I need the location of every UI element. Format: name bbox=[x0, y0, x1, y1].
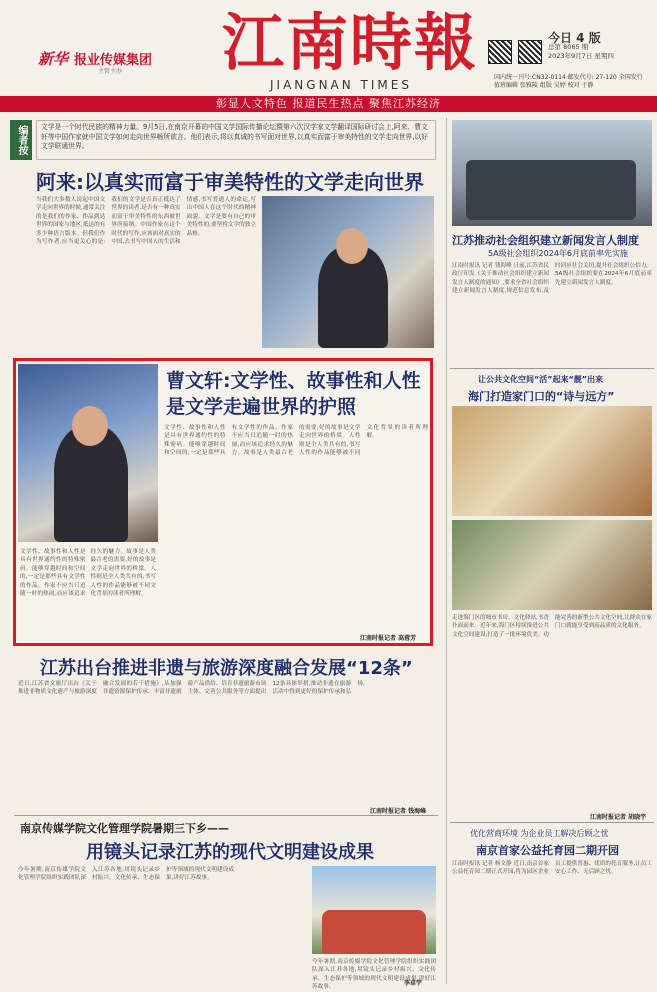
right2-byline: 江南时报记者 胡晓宇 bbox=[590, 814, 647, 821]
issue-number: 总第 8065 期 bbox=[548, 43, 589, 51]
right3-headline: 南京首家公益托育园二期开园 bbox=[476, 844, 619, 857]
date-block bbox=[548, 31, 652, 61]
right2-body: 走进海门区的城市书房、文化驿站,书香扑面而来。近年来,海门区持续推进公共文化空间建设,打造了一批环境优美、功能完善的新型公共文化空间,让群众在家门口就能享受到高品质的文化服务。 bbox=[452, 615, 652, 638]
issue-info bbox=[494, 74, 654, 90]
article2-body-cont: 文学性、故事性和人性是具有世界通约性的特殊密码。能够穿越时间和空间的,一定是那些具有文学性的作品。作家不应当只追随一时的热闹,而应该追求经久的魅力。故事是人类最古老的需要,好的故事是文学走向世界的桥梁。人性则是全人类共有的,书写人性的作品能够被不同文化背景的读者所理解。 bbox=[20, 549, 156, 598]
right2-photo-1 bbox=[452, 406, 652, 516]
page-count: 今日 4 版 bbox=[548, 31, 601, 45]
cn-code: 国内统一刊号:CN32-0114 邮发代号: 27-120 全国发行 bbox=[494, 74, 643, 81]
article2-body: 文学性、故事性和人性是具有世界通约性的特殊密码。能够穿越时间和空间的,一定是那些具有文学性的作品。作家不应当只追随一时的热闹,而应该追求经久的魅力。故事是人类最古老的需要,好的故事是文学走向世界的桥梁。人性则是全人类共有的,书写人性的作品能够被不同文化背景的读者所理解。 bbox=[164, 425, 428, 457]
article4-headline: 用镜头记录江苏的现代文明建设成果 bbox=[86, 842, 374, 863]
article3-headline: 江苏出台推进非遗与旅游深度融合发展“12条” bbox=[40, 658, 413, 679]
newspaper-title-en: JIANGNAN TIMES bbox=[270, 78, 412, 92]
article4-body-cont: 今年暑期,南京传媒学院文化管理学院组织实践团队深入江苏各地,用镜头记录乡村振兴、文化传承、生态保护等领域的现代文明建设成果,讲好江苏故事。 bbox=[312, 959, 436, 991]
article3-body: 近日,江苏省文旅厅出台《关于推进非物质文化遗产与旅游深度融合发展的若干措施》,从加强非遗资源保护传承、丰富非遗旅游产品供给、培育非遗旅游市场主体、完善公共服务等方面提出12条具体举措,推动非遗在旅游活动中得到更好的保护传承和弘扬。 bbox=[18, 681, 369, 696]
issue-date: 2023年9月7日 星期四 bbox=[548, 52, 614, 60]
group-mark: 新华 bbox=[38, 49, 69, 68]
speaker-face bbox=[336, 228, 368, 264]
right2-subheadline: 让公共文化空间“活”起来“靓”出来 bbox=[478, 375, 604, 384]
article2-headline-a: 曹文轩:文学性、故事性和人性 bbox=[166, 370, 421, 392]
group-name: 报业传媒集团 bbox=[74, 52, 153, 68]
slogan: 彰显人文特色 报道民生热点 聚焦江苏经济 bbox=[216, 97, 441, 110]
right2-photo-2 bbox=[452, 520, 652, 610]
right-top-photo bbox=[452, 120, 652, 226]
article3-byline: 江南时报记者 钱海峰 bbox=[370, 808, 427, 815]
article2-byline: 江南时报记者 高蓉芳 bbox=[360, 635, 417, 642]
qr-code-icon bbox=[488, 40, 512, 64]
article2-headline-b: 是文学走遍世界的护照 bbox=[166, 396, 357, 418]
editor-credits: 值班编辑 张雅陵 组版 吴婷 校对 于静 bbox=[494, 82, 594, 89]
group-figures bbox=[322, 910, 426, 954]
article4-photo bbox=[312, 866, 436, 954]
right3-subheadline: 优化营商环境 为企业员工解决后顾之忧 bbox=[470, 829, 609, 838]
group-logo bbox=[38, 46, 218, 75]
right1-body: 江南时报讯 记者 钱海峰 日前,江苏省民政厅印发《关于推动社会组织建立新闻发言人制度的通知》,要求全省社会组织建立新闻发言人制度,规范信息发布,及时回应社会关切,提升社会组织公信力。5A级社会组织要在2024年6月底前率先建立新闻发言人制度。 bbox=[452, 263, 652, 295]
newspaper-title: 江南時報 bbox=[222, 6, 479, 79]
divider bbox=[450, 822, 654, 823]
article1-photo bbox=[262, 196, 434, 348]
right2-headline: 海门打造家门口的“诗与远方” bbox=[468, 390, 615, 403]
article1-headline: 阿来:以真实而富于审美特性的文学走向世界 bbox=[36, 170, 424, 194]
article4-body: 今年暑期,南京传媒学院文化管理学院组织实践团队深入江苏各地,用镜头记录乡村振兴、文化传承、生态保护等领域的现代文明建设成果,讲好江苏故事。 bbox=[18, 867, 234, 882]
article2-photo bbox=[18, 364, 158, 542]
right1-subheadline: 5A级社会组织2024年6月底前率先实施 bbox=[488, 249, 629, 258]
article4-byline: 李卓宇 bbox=[404, 980, 423, 987]
article1-body: 当我们大多数人说起中国文学走向世界的时候,通常关注的是我们的作家、作品到达世界的国家与地区,抵达的有多少种语言版本。但我们作为写作者,应当更关心的是:我们的文学是否真正抵达了世界的读者,是否有一种真实而富于审美特性的东西被世界所接纳。中国作家在这个时代的写作,应该面对真实的中国,去书写中国人的生活和情感,书写普通人的命运,写出中国人在这个时代的精神面貌。文学是要有自己的审美特性的,要坚持文学的独立品格。 bbox=[36, 197, 256, 246]
masthead bbox=[0, 0, 657, 96]
qr-code-icon bbox=[518, 40, 542, 64]
divider bbox=[450, 368, 654, 369]
editor-note: 文学是一个时代民族的精神力量。9月5日,在南京开幕的中国文学国际传播论坛暨第六次汉学家文学翻译国际研讨会上,阿来、曹文轩等中国作家就中国文学如何走向世界畅所欲言。他们表示,将以真诚的书写面对世界,以真实而富于审美特性的文学走向世界,以好文学联通世界。 bbox=[36, 120, 436, 160]
sponsor-label: 主管主办 bbox=[98, 68, 123, 75]
right1-headline: 江苏推动社会组织建立新闻发言人制度 bbox=[452, 234, 639, 247]
meeting-figures bbox=[466, 160, 636, 220]
column-divider bbox=[446, 118, 447, 984]
right3-body: 江南时报讯 记者 杨文静 近日,南京首家公益托育园二期正式开园,将为园区企业员工提供普惠、优质的托育服务,让员工安心工作、无后顾之忧。 bbox=[452, 861, 652, 876]
divider bbox=[14, 815, 438, 816]
editor-note-tag: 编者按 bbox=[10, 120, 32, 160]
speaker-face bbox=[72, 406, 108, 446]
article4-kicker: 南京传媒学院文化管理学院暑期三下乡—— bbox=[20, 822, 229, 835]
